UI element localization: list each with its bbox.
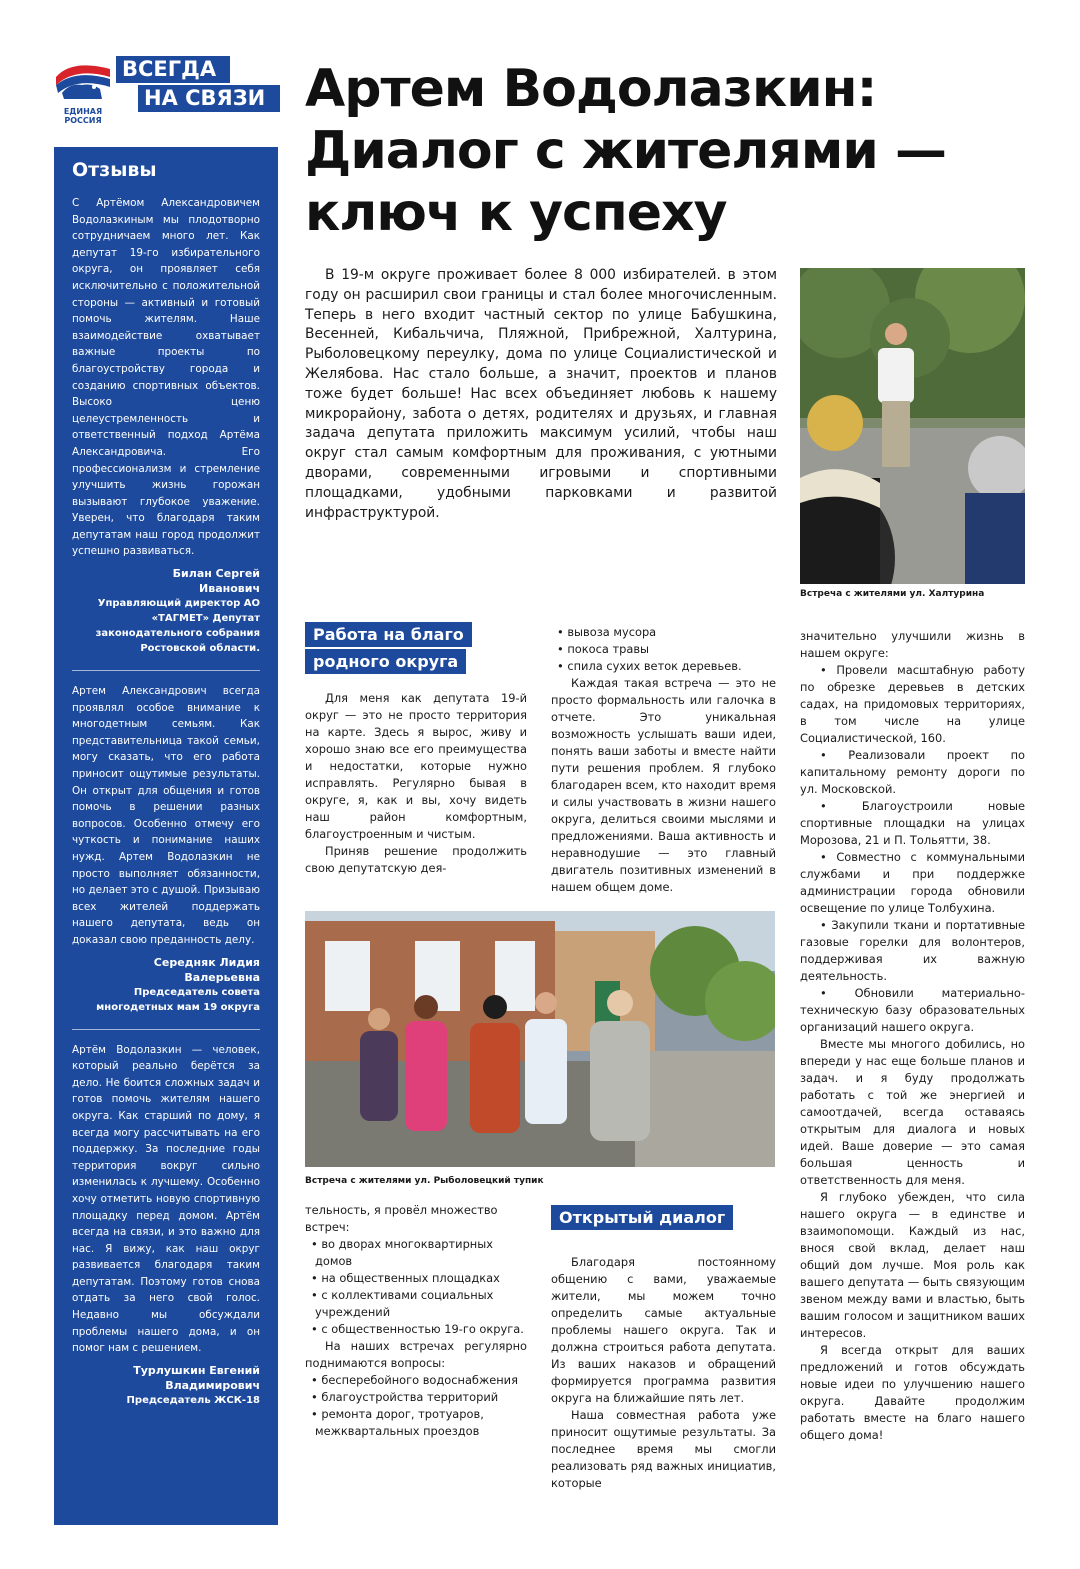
sidebar-title: Отзывы [72,159,157,181]
section-header-work [305,622,505,676]
review-text-3: Артём Водолазкин — человек, который реально берётся за дело. Не боится сложных задач и готов помочь жителям нашего округа. Как старший по дому, я всегда могу рассчитывать на его поддержку. За последние годы территория вокруг сильно изменилась к лучшему. Особенно хочу отметить новую спортивную площадку перед домом. Артём всегда на связи, и это важно для нас. Я вижу, как наш округ развивается благодаря таким депутатам. Поэтому готов снова отдать за него свой голос. Недавно мы обсуждали проблемы нашего дома, и он помог нам с решением. [72,1043,260,1355]
logo-word-2: РОССИЯ [64,116,102,125]
paragraph: Я глубоко убежден, что сила нашего округа — в единстве и взаимопомощи. Каждый из нас, внося свой вклад, делает наш общий дом лучше. Моя роль как вашего депутата — быть связующим звеном между вами и властью, быть вашим голосом и защитником ваших интересов. [800,1190,1025,1340]
review-text-2: Артем Александрович всегда проявлял особое внимание к многодетным семьям. Как представительница такой семьи, могу сказать, что его работа приносит ощутимые результаты. Он открыт для общения и готов помочь в решении разных вопросов. Особенно отмечу его чуткость и понимание наших нужд. Артем Водолазкин не просто выполняет обязанности, но делает это с душой. Призываю всех жителей поддержать нашего депутата, ведь он доказал свою преданность делу. [72,685,260,946]
review-name-1b: Иванович [199,582,260,596]
list-item: • ремонта дорог, тротуаров, межквартальных проездов [311,1407,484,1438]
list-item: • на общественных площадках [311,1271,500,1285]
list-item: • Обновили материально-техническую базу образовательных организаций нашего округа. [800,986,1025,1034]
paragraph: значительно улучшили жизнь в нашем округе: [800,629,1025,660]
paragraph: Вместе мы многого добились, но впереди у нас еще больше планов и задач. и я буду продолжать работать с той же энергией и самоотдачей, всегда оставаясь открытым для диалога и новых идей. Ваше доверие — это самая большая ценность и ответственность для меня. [800,1037,1025,1187]
party-logo [52,55,114,127]
paragraph: Приняв решение продолжить свою депутатскую дея- [305,844,527,875]
paragraph: Каждая такая встреча — это не просто формальность или галочка в отчете. Это уникальная возможность услышать ваши идеи, понять ваши заботы и вместе найти пути решения проблем. Я глубоко благодарен всем, кто находит время и силы участвовать в жизни нашего округа, делиться своими мыслями и предложениями. Ваша активность и неравнодушие — это главный двигатель позитивных изменений в нашем общем доме. [551,676,776,894]
headline-line-2: Диалог с жителями — [305,121,946,181]
review-role-3: Председатель ЖСК-18 [126,1394,260,1406]
column-1-upper [305,690,527,877]
list-item: • покоса травы [557,642,650,656]
tagline-line-2: НА СВЯЗИ [138,85,280,112]
list-item: • спила сухих веток деревьев. [557,659,742,673]
section-header-work-line-1: Работа на благо [305,622,472,647]
list-item: • Провели масштабную работу по обрезке деревьев в детских садах, на придомовых территориях, в том числе на улице Социалистической, 160. [800,663,1025,745]
review-name-3a: Турлушкин Евгений [133,1363,260,1377]
tagline [116,56,281,116]
list-item: • во дворах многоквартирных домов [311,1237,493,1268]
headline-line-1: Артем Водолазкин: [305,59,877,119]
logo-word-1: ЕДИНАЯ [63,107,103,116]
review-signature-1 [72,566,260,656]
paragraph: На наших встречах регулярно поднимаются вопросы: [305,1339,527,1370]
list-item: • с общественностью 19-го округа. [311,1322,524,1336]
paragraph: Благодаря постоянному общению с вами, уважаемые жители, мы можем точно определить самые актуальные проблемы нашего округа. Так и должна строиться работа депутата. Из ваших наказов и обращений формируется программа развития округа на ближайшие пять лет. [551,1255,776,1405]
section-header-dialog-title: Открытый диалог [551,1205,733,1230]
paragraph: Для меня как депутата 19-й округ — это не просто территория на карте. Здесь я вырос, живу и хорошо знаю все его преимущества и недостатки, которые нужно исправлять. Регулярно бывая в округе, я, как и вы, хочу видеть наш район комфортным, благоустроенным и чистым. [305,691,527,841]
review-name-2b: Валерьевна [184,970,260,984]
list-item: • Благоустроили новые спортивные площадки на улицах Морозова, 21 и П. Тольятти, 38. [800,799,1025,847]
column-2-upper [551,624,776,896]
list-item: • бесперебойного водоснабжения [311,1373,518,1387]
list-item: • Закупили ткани и портативные газовые горелки для волонтеров, поддерживая их важную деятельность. [800,918,1025,983]
column-2-lower [551,1254,776,1492]
photo-meeting-rybolovetsky [305,911,775,1167]
headline [305,58,1045,244]
photo-caption-2: Встреча с жителями ул. Рыболовецкий тупик [305,1176,544,1186]
section-header-work-line-2: родного округа [305,649,466,674]
bear-flag-icon [52,55,114,103]
photo-caption-1: Встреча с жителями ул. Халтурина [800,589,985,599]
review-text-1: С Артёмом Александровичем Водолазкиным мы плодотворно сотрудничаем много лет. Как депутат 19-го избирательного округа, он проявляет себя исключительно с положительной стороны — активный и готовый помочь жителям. Наше взаимодействие охватывает важные проекты по благоустройству города и созданию спортивных объектов. Высоко ценю целеустремленность и ответственный подход Артёма Александровича. Его профессионализм и стремление улучшить жизнь горожан вызывают глубокое уважение. Уверен, что благодаря таким депутатам наш город продолжит успешно развиваться. [72,197,260,558]
paragraph: тельность, я провёл множество встреч: [305,1203,498,1234]
tagline-line-1: ВСЕГДА [116,56,230,83]
section-header-dialog [551,1205,733,1230]
column-3 [800,628,1025,1444]
list-item: • Совместно с коммунальными службами и при поддержке администрации города обновили освещение по улице Толбухина. [800,850,1025,915]
review-signature-2 [72,955,260,1015]
paragraph: Я всегда открыт для ваших предложений и готов обсуждать новые идеи по улучшению нашего округа. Давайте продолжим работать вместе на благо нашего общего дома! [800,1343,1025,1442]
intro-paragraph: В 19-м округе проживает более 8 000 избирателей. в этом году он расширил свои границы и стал более многочисленным. Теперь в него входит частный сектор по улице Бабушкина, Весенней, Кибальчича, Пляжной, Прибрежной, Халтурина, Рыболовецкому переулку, дома по улице Социалистической и Желябова. Нас стало больше, а значит, проектов и планов тоже будет больше! Нас всех объединяет любовь к нашему микрорайону, забота о детях, родителях и друзьях, и главная задача депутата приложить максимум усилий, чтобы наш округ стал самым комфортным для проживания, с уютными дворами, современными игровыми и спортивными площадками, удобными парковками и развитой инфраструктурой. [305,267,777,521]
review-role-1: Управляющий директор АО «ТАГМЕТ» Депутат законодательного собрания Ростовской области. [95,598,260,655]
sidebar-divider [72,670,260,671]
paragraph: Наша совместная работа уже приносит ощутимые результаты. За последнее время мы смогли реализовать ряд важных инициатив, которые [551,1408,776,1490]
review-role-2: Председатель совета многодетных мам 19 округа [96,986,260,1013]
review-name-1a: Билан Сергей [172,567,260,581]
reviews-sidebar [54,147,278,1525]
headline-line-3: ключ к успеху [305,183,727,243]
column-1-lower [305,1202,527,1440]
review-signature-3 [72,1363,260,1408]
photo-meeting-khalturina [800,268,1025,584]
review-name-2a: Середняк Лидия [153,955,260,969]
list-item: • вывоза мусора [557,625,657,639]
list-item: • с коллективами социальных учреждений [311,1288,494,1319]
review-name-3b: Владимирович [165,1378,260,1392]
list-item: • Реализовали проект по капитальному ремонту дороги по ул. Московской. [800,748,1025,796]
list-item: • благоустройства территорий [311,1390,499,1404]
sidebar-divider [72,1029,260,1030]
